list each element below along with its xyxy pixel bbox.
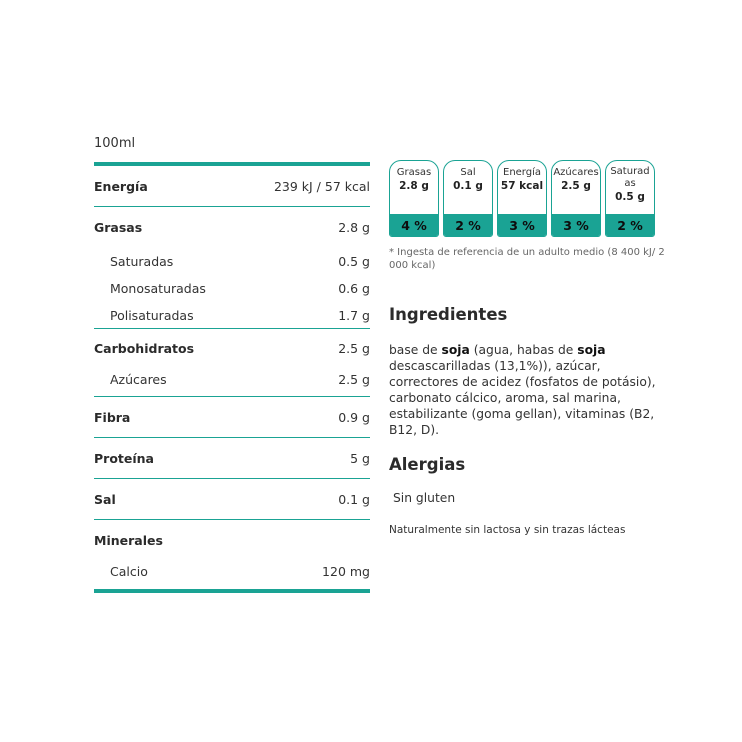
row-calcio <box>94 560 370 582</box>
gda-percent: 3 % <box>552 214 600 236</box>
label-energia: Energía <box>94 178 148 194</box>
value-saturadas: 0.5 g <box>338 253 370 269</box>
nutrition-table <box>94 134 370 593</box>
label-calcio: Calcio <box>110 563 148 579</box>
gda-badge-energia <box>497 160 547 237</box>
ingredients-text <box>389 342 671 438</box>
group-sal <box>94 479 370 520</box>
row-sal <box>94 479 370 519</box>
label-grasas: Grasas <box>94 219 143 235</box>
gda-label: Grasas <box>396 167 432 178</box>
group-proteina <box>94 438 370 479</box>
gda-badge-saturadas <box>605 160 655 237</box>
allergen-soja: soja <box>441 343 470 357</box>
group-minerales <box>94 520 370 589</box>
label-azucares: Azúcares <box>110 372 167 387</box>
label-fibra: Fibra <box>94 409 131 425</box>
value-azucares: 2.5 g <box>338 372 370 387</box>
row-grasas <box>94 207 370 247</box>
ingredients-part: descascarilladas (13,1%)), azúcar, correctores de acidez (fosfatos de potásio), carbonato cálcico, aroma, sal marina, estabilizante (goma gellan), vitaminas (B2, B12, D). <box>389 359 656 437</box>
row-saturadas <box>94 247 370 275</box>
row-fibra <box>94 397 370 437</box>
table-bottom-bar <box>94 589 370 593</box>
group-energia <box>94 166 370 207</box>
row-carbohidratos <box>94 329 370 367</box>
gda-amount: 0.1 g <box>453 180 483 192</box>
row-azucares <box>94 367 370 392</box>
ingredients-part: base de <box>389 343 442 357</box>
gda-badges <box>389 160 655 237</box>
gda-badge-grasas <box>389 160 439 237</box>
value-monosaturadas: 0.6 g <box>338 281 370 296</box>
gda-label: Energía <box>503 167 541 178</box>
gda-label: Saturadas <box>610 166 650 189</box>
allergies-text: Sin gluten <box>393 491 456 505</box>
allergen-soja: soja <box>577 343 606 357</box>
value-proteina: 5 g <box>350 450 370 466</box>
label-proteina: Proteína <box>94 450 154 466</box>
label-polisaturadas: Polisaturadas <box>110 307 194 323</box>
gda-label: Azúcares <box>553 167 599 178</box>
gda-amount: 2.8 g <box>399 180 429 192</box>
value-energia: 239 kJ / 57 kcal <box>273 178 370 194</box>
gda-percent: 2 % <box>444 214 492 236</box>
gda-label: Sal <box>460 167 476 178</box>
label-saturadas: Saturadas <box>110 253 174 269</box>
allergies-title: Alergias <box>389 455 466 474</box>
row-polisaturadas <box>94 302 370 328</box>
row-monosaturadas <box>94 275 370 302</box>
group-fibra <box>94 397 370 438</box>
value-sal: 0.1 g <box>338 491 370 507</box>
serving-unit: 100ml <box>94 136 136 151</box>
gda-badge-sal <box>443 160 493 237</box>
row-minerales <box>94 520 370 560</box>
gda-percent: 4 % <box>390 214 438 236</box>
gda-badge-azucares <box>551 160 601 237</box>
reference-intake-note: * Ingesta de referencia de un adulto medio (8 400 kJ/ 2 000 kcal) <box>389 247 665 271</box>
label-monosaturadas: Monosaturadas <box>110 281 206 296</box>
ingredients-part: (agua, habas de <box>469 343 578 357</box>
value-fibra: 0.9 g <box>338 409 370 425</box>
gda-percent: 3 % <box>498 214 546 236</box>
gda-amount: 57 kcal <box>500 180 544 192</box>
value-calcio: 120 mg <box>322 563 370 579</box>
value-polisaturadas: 1.7 g <box>338 307 370 323</box>
value-carbohidratos: 2.5 g <box>338 340 370 356</box>
gda-amount: 2.5 g <box>561 180 591 192</box>
group-carbohidratos <box>94 329 370 397</box>
group-grasas <box>94 207 370 329</box>
label-carbohidratos: Carbohidratos <box>94 340 195 356</box>
row-energia <box>94 166 370 206</box>
label-sal: Sal <box>94 491 116 507</box>
allergies-note: Naturalmente sin lactosa y sin trazas lácteas <box>389 524 626 536</box>
row-proteina <box>94 438 370 478</box>
label-minerales: Minerales <box>94 532 163 548</box>
ingredients-title: Ingredientes <box>389 305 508 324</box>
gda-percent: 2 % <box>606 214 654 236</box>
gda-amount: 0.5 g <box>615 191 645 203</box>
value-grasas: 2.8 g <box>338 219 370 235</box>
